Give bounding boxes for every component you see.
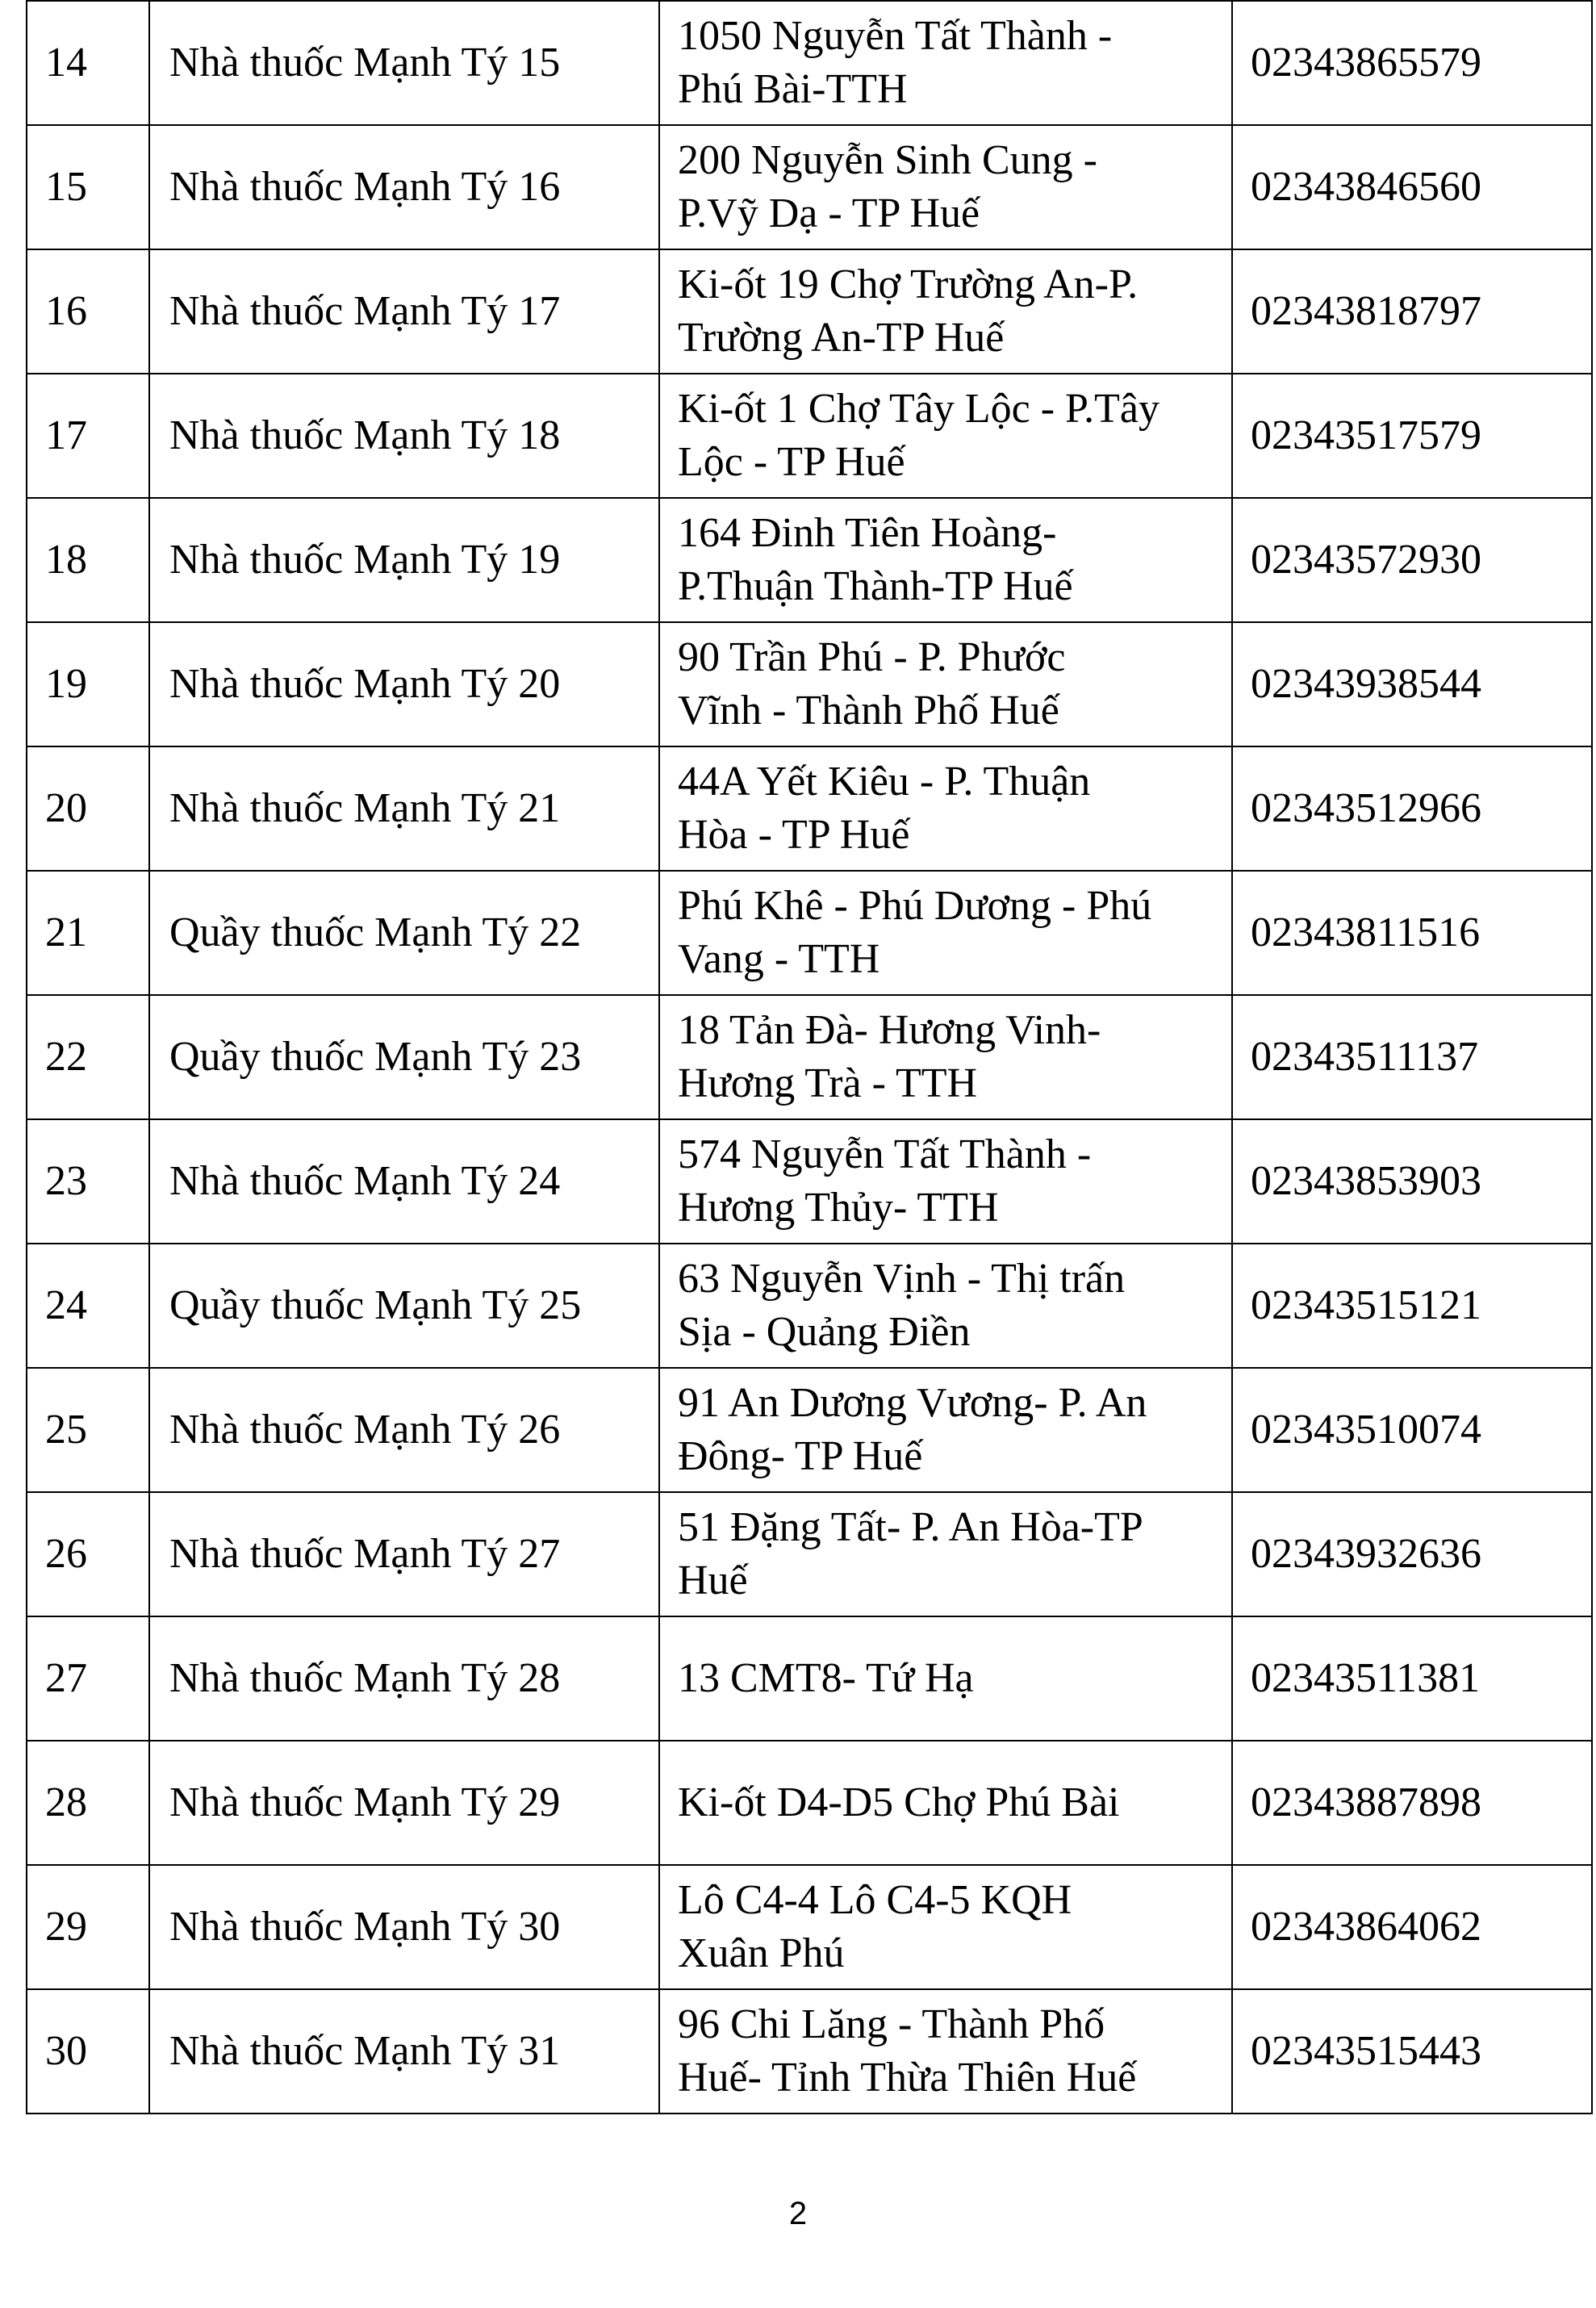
address-line: Đông- TP Huế [678,1433,923,1479]
address-cell [659,1989,1232,2114]
address-line: 18 Tản Đà- Hương Vinh- [678,1007,1101,1053]
phone-cell: 02343512966 [1232,746,1592,871]
phone-cell: 02343517579 [1232,374,1592,498]
address-cell [659,1368,1232,1492]
pharmacy-table [26,0,1593,2114]
address-line: Ki-ốt 1 Chợ Tây Lộc - P.Tây [678,386,1160,432]
address-line: Hòa - TP Huế [678,812,910,858]
pharmacy-name-cell: Nhà thuốc Mạnh Tý 28 [149,1616,659,1741]
phone-cell: 02343853903 [1232,1119,1592,1244]
address-line: Huế- Tỉnh Thừa Thiên Huế [678,2055,1137,2101]
row-number-cell: 14 [27,1,149,125]
row-number-cell: 28 [27,1741,149,1865]
phone-cell: 02343938544 [1232,622,1592,746]
pharmacy-name-cell: Nhà thuốc Mạnh Tý 31 [149,1989,659,2114]
address-cell [659,622,1232,746]
address-line: Phú Khê - Phú Dương - Phú [678,883,1152,929]
address-line: 200 Nguyễn Sinh Cung - [678,137,1097,183]
phone-cell: 02343818797 [1232,249,1592,374]
table-row [27,871,1592,995]
address-cell [659,871,1232,995]
row-number-cell: 17 [27,374,149,498]
row-number-cell: 30 [27,1989,149,2114]
table-row [27,374,1592,498]
address-cell [659,746,1232,871]
phone-cell: 02343865579 [1232,1,1592,125]
table-row [27,1616,1592,1741]
phone-cell: 02343846560 [1232,125,1592,249]
address-cell [659,1865,1232,1989]
table-row [27,1865,1592,1989]
row-number-cell: 15 [27,125,149,249]
address-line: Vang - TTH [678,936,880,982]
address-line: Sịa - Quảng Điền [678,1309,971,1355]
address-cell [659,498,1232,622]
address-line: Ki-ốt D4-D5 Chợ Phú Bài [678,1779,1120,1825]
table-row [27,746,1592,871]
row-number-cell: 18 [27,498,149,622]
address-line: Hương Thủy- TTH [678,1185,999,1231]
phone-cell: 02343864062 [1232,1865,1592,1989]
row-number-cell: 25 [27,1368,149,1492]
address-line: Xuân Phú [678,1930,845,1976]
pharmacy-name-cell: Quầy thuốc Mạnh Tý 25 [149,1244,659,1368]
row-number-cell: 19 [27,622,149,746]
row-number-cell: 22 [27,995,149,1119]
table-row [27,1119,1592,1244]
pharmacy-table-body [27,1,1592,2114]
row-number-cell: 27 [27,1616,149,1741]
address-cell [659,1119,1232,1244]
pharmacy-name-cell: Quầy thuốc Mạnh Tý 23 [149,995,659,1119]
row-number-cell: 29 [27,1865,149,1989]
pharmacy-name-cell: Nhà thuốc Mạnh Tý 17 [149,249,659,374]
pharmacy-name-cell: Nhà thuốc Mạnh Tý 26 [149,1368,659,1492]
address-line: Hương Trà - TTH [678,1060,978,1106]
address-cell [659,1,1232,125]
table-row [27,1989,1592,2114]
pharmacy-name-cell: Nhà thuốc Mạnh Tý 19 [149,498,659,622]
row-number-cell: 20 [27,746,149,871]
address-line: Ki-ốt 19 Chợ Trường An-P. [678,261,1139,307]
pharmacy-name-cell: Nhà thuốc Mạnh Tý 16 [149,125,659,249]
address-line: 90 Trần Phú - P. Phước [678,634,1066,680]
row-number-cell: 26 [27,1492,149,1616]
address-cell [659,1492,1232,1616]
phone-cell: 02343572930 [1232,498,1592,622]
table-row [27,1368,1592,1492]
address-line: Huế [678,1557,748,1603]
address-line: 44A Yết Kiêu - P. Thuận [678,759,1091,805]
table-row [27,249,1592,374]
address-line: Vĩnh - Thành Phố Huế [678,688,1059,734]
address-cell [659,125,1232,249]
address-line: P.Thuận Thành-TP Huế [678,563,1073,609]
address-line: 574 Nguyễn Tất Thành - [678,1131,1092,1177]
address-line: Phú Bài-TTH [678,66,908,112]
address-line: Lộc - TP Huế [678,439,905,485]
row-number-cell: 21 [27,871,149,995]
table-row [27,498,1592,622]
table-row [27,1244,1592,1368]
table-row [27,622,1592,746]
address-cell [659,249,1232,374]
address-line: 1050 Nguyễn Tất Thành - [678,13,1113,59]
address-cell [659,1616,1232,1741]
address-line: P.Vỹ Dạ - TP Huế [678,190,980,236]
table-row [27,125,1592,249]
table-row [27,1741,1592,1865]
phone-cell: 02343511137 [1232,995,1592,1119]
address-line: Lô C4-4 Lô C4-5 KQH [678,1877,1072,1923]
address-cell [659,1244,1232,1368]
row-number-cell: 24 [27,1244,149,1368]
address-line: 96 Chi Lăng - Thành Phố [678,2001,1105,2047]
phone-cell: 02343811516 [1232,871,1592,995]
pharmacy-name-cell: Nhà thuốc Mạnh Tý 27 [149,1492,659,1616]
address-cell [659,1741,1232,1865]
address-line: 63 Nguyễn Vịnh - Thị trấn [678,1256,1126,1302]
phone-cell: 02343515121 [1232,1244,1592,1368]
address-line: 13 CMT8- Tứ Hạ [678,1655,974,1701]
pharmacy-name-cell: Nhà thuốc Mạnh Tý 24 [149,1119,659,1244]
address-line: Trường An-TP Huế [678,315,1005,361]
phone-cell: 02343511381 [1232,1616,1592,1741]
phone-cell: 02343887898 [1232,1741,1592,1865]
address-cell [659,374,1232,498]
address-line: 51 Đặng Tất- P. An Hòa-TP [678,1504,1143,1550]
row-number-cell: 16 [27,249,149,374]
phone-cell: 02343515443 [1232,1989,1592,2114]
row-number-cell: 23 [27,1119,149,1244]
pharmacy-name-cell: Nhà thuốc Mạnh Tý 15 [149,1,659,125]
table-row [27,1,1592,125]
pharmacy-name-cell: Nhà thuốc Mạnh Tý 18 [149,374,659,498]
address-line: 164 Đinh Tiên Hoàng- [678,510,1057,556]
page-number: 2 [788,2196,808,2231]
phone-cell: 02343932636 [1232,1492,1592,1616]
pharmacy-name-cell: Nhà thuốc Mạnh Tý 21 [149,746,659,871]
pharmacy-name-cell: Nhà thuốc Mạnh Tý 20 [149,622,659,746]
address-line: 91 An Dương Vương- P. An [678,1380,1147,1426]
pharmacy-name-cell: Nhà thuốc Mạnh Tý 29 [149,1741,659,1865]
table-row [27,1492,1592,1616]
pharmacy-name-cell: Quầy thuốc Mạnh Tý 22 [149,871,659,995]
phone-cell: 02343510074 [1232,1368,1592,1492]
table-row [27,995,1592,1119]
address-cell [659,995,1232,1119]
pharmacy-name-cell: Nhà thuốc Mạnh Tý 30 [149,1865,659,1989]
